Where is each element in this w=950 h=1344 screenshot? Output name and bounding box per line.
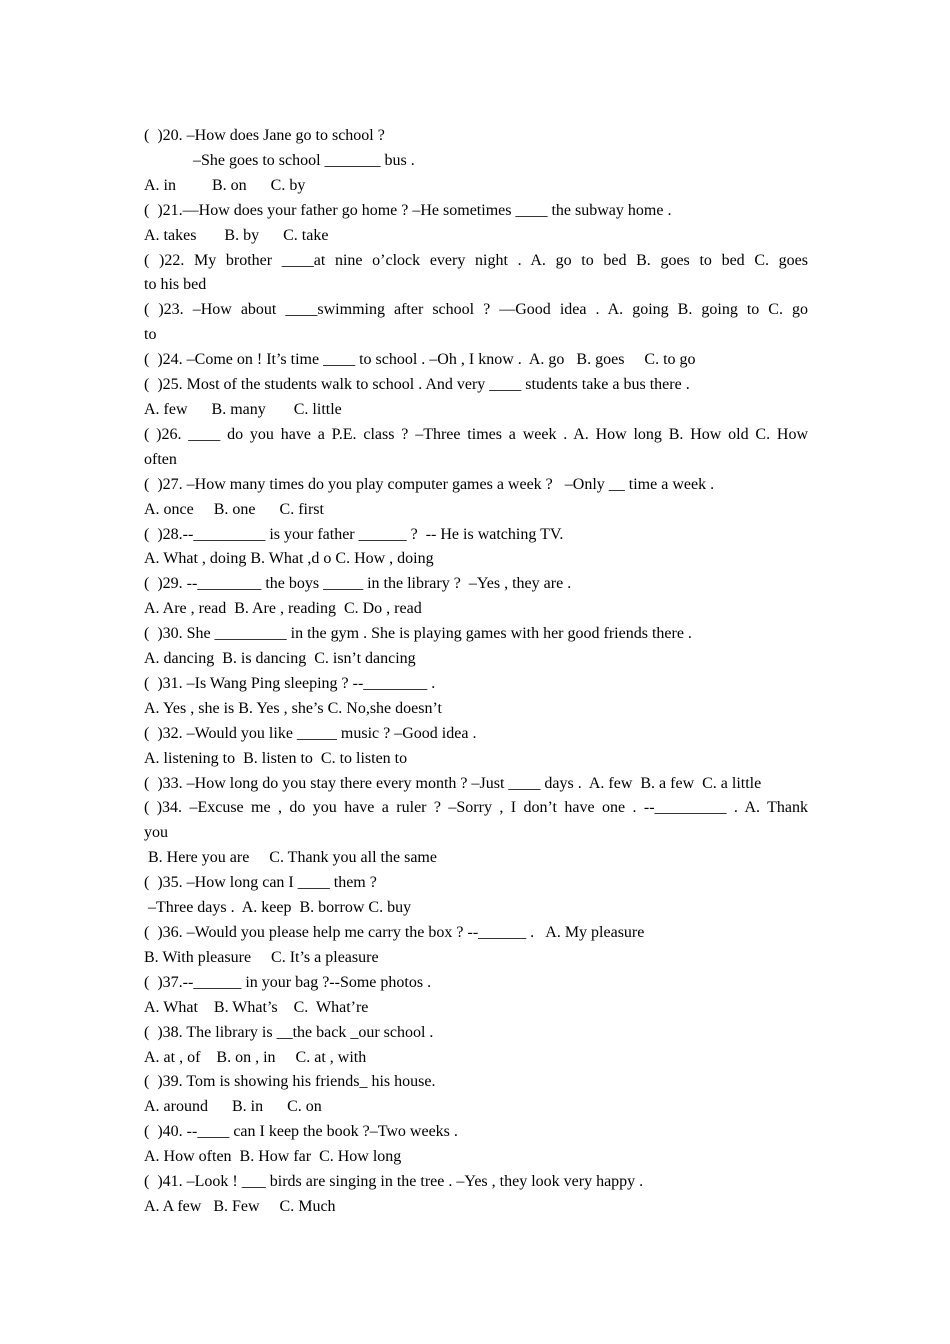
question-20-line-2: –She goes to school _______ bus . xyxy=(193,151,415,169)
question-28: ( )28.--_________ is your father ______ ? -- He is watching TV. xyxy=(144,525,564,543)
question-27: ( )27. –How many times do you play computer games a week ? –Only __ time a week . xyxy=(144,475,715,493)
question-23-continuation: to xyxy=(144,326,157,344)
document-page xyxy=(144,124,808,1220)
question-41-options: A. A few B. Few C. Much xyxy=(144,1197,336,1215)
question-31-options: A. Yes , she is B. Yes , she’s C. No,she doesn’t xyxy=(144,699,442,717)
question-22: ( )22. My brother ____at nine o’clock every night . A. go to bed B. goes to bed C. goes xyxy=(144,251,808,269)
question-34-continuation: you xyxy=(144,824,168,842)
question-38-options: A. at , of B. on , in C. at , with xyxy=(144,1048,367,1066)
question-39: ( )39. Tom is showing his friends_ his house. xyxy=(144,1073,436,1091)
question-31: ( )31. –Is Wang Ping sleeping ? --________ . xyxy=(144,674,436,692)
question-22-continuation: to his bed xyxy=(144,276,207,294)
question-25: ( )25. Most of the students walk to school . And very ____ students take a bus there . xyxy=(144,376,690,394)
question-29-options: A. Are , read B. Are , reading C. Do , read xyxy=(144,600,422,618)
question-30: ( )30. She _________ in the gym . She is playing games with her good friends there . xyxy=(144,625,692,643)
question-28-options: A. What , doing B. What ,d o C. How , doing xyxy=(144,550,434,568)
question-36-options: B. With pleasure C. It’s a pleasure xyxy=(144,948,379,966)
question-26-continuation: often xyxy=(144,450,177,468)
question-39-options: A. around B. in C. on xyxy=(144,1098,322,1116)
question-24: ( )24. –Come on ! It’s time ____ to school . –Oh , I know . A. go B. goes C. to go xyxy=(144,351,696,369)
question-20-options: A. in B. on C. by xyxy=(144,176,306,194)
question-26: ( )26. ____ do you have a P.E. class ? –Three times a week . A. How long B. How old C. How xyxy=(144,425,808,443)
question-40-options: A. How often B. How far C. How long xyxy=(144,1148,402,1166)
question-34-options: B. Here you are C. Thank you all the same xyxy=(148,849,437,867)
question-27-options: A. once B. one C. first xyxy=(144,500,324,518)
question-37-options: A. What B. What’s C. What’re xyxy=(144,998,369,1016)
question-32-options: A. listening to B. listen to C. to listen to xyxy=(144,749,408,767)
question-33: ( )33. –How long do you stay there every month ? –Just ____ days . A. few B. a few C. a little xyxy=(144,774,762,792)
question-29: ( )29. --________ the boys _____ in the library ? –Yes , they are . xyxy=(144,575,572,593)
question-23: ( )23. –How about ____swimming after school ? —Good idea . A. going B. going to C. go xyxy=(144,301,808,319)
question-35: ( )35. –How long can I ____ them ? xyxy=(144,874,377,892)
question-32: ( )32. –Would you like _____ music ? –Good idea . xyxy=(144,724,477,742)
question-38: ( )38. The library is __the back _our school . xyxy=(144,1023,434,1041)
question-21: ( )21.—How does your father go home ? –He sometimes ____ the subway home . xyxy=(144,201,672,219)
question-21-options: A. takes B. by C. take xyxy=(144,226,329,244)
question-25-options: A. few B. many C. little xyxy=(144,400,342,418)
question-35-options: –Three days . A. keep B. borrow C. buy xyxy=(148,899,412,917)
question-37: ( )37.--______ in your bag ?--Some photos . xyxy=(144,973,432,991)
question-40: ( )40. --____ can I keep the book ?–Two weeks . xyxy=(144,1123,458,1141)
question-20: ( )20. –How does Jane go to school ? xyxy=(144,127,385,144)
question-34: ( )34. –Excuse me , do you have a ruler ? –Sorry , I don’t have one . --_________ . A. Thank xyxy=(144,799,808,817)
question-36: ( )36. –Would you please help me carry the box ? --______ . A. My pleasure xyxy=(144,924,645,941)
question-41: ( )41. –Look ! ___ birds are singing in the tree . –Yes , they look very happy . xyxy=(144,1173,644,1191)
question-30-options: A. dancing B. is dancing C. isn’t dancing xyxy=(144,650,416,668)
